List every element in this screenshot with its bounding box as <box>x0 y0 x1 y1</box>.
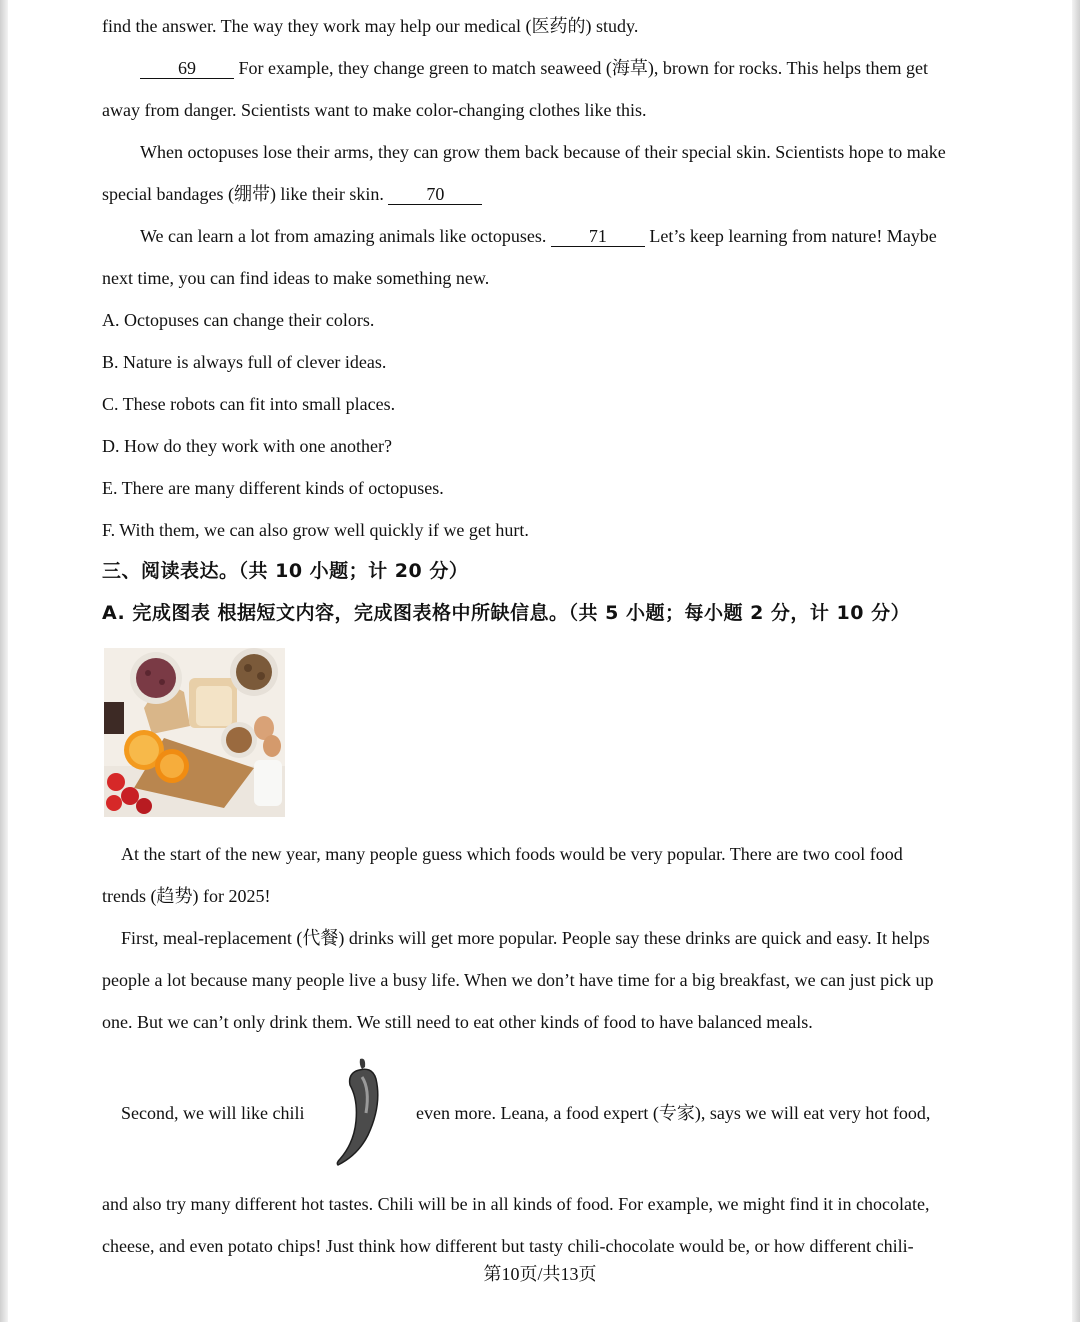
food-photo-illustration <box>104 648 285 817</box>
text-line-blank-70 <box>102 182 482 206</box>
text-segment: Let’s keep learning from nature! Maybe <box>644 226 937 246</box>
text-segment: special bandages (绷带) like their skin. <box>102 184 389 204</box>
text-line: away from danger. Scientists want to make color-changing clothes like this. <box>102 100 647 120</box>
blank-69[interactable]: 69 <box>140 58 234 79</box>
option-a: A. Octopuses can change their colors. <box>102 310 375 330</box>
option-f: F. With them, we can also grow well quickly if we get hurt. <box>102 520 529 540</box>
page-number: 第10页/共13页 <box>483 1264 597 1284</box>
passage-line: people a lot because many people live a busy life. When we don’t have time for a big breakfast, we can just pick up <box>102 970 934 990</box>
passage-line: one. But we can’t only drink them. We still need to eat other kinds of food to have balanced meals. <box>102 1012 813 1032</box>
passage-line: First, meal-replacement (代餐) drinks will get more popular. People say these drinks are quick and easy. It helps <box>121 928 930 948</box>
option-e: E. There are many different kinds of octopuses. <box>102 478 444 498</box>
page-edge-right <box>1072 0 1080 1322</box>
passage-line: even more. Leana, a food expert (专家), says we will eat very hot food, <box>416 1103 931 1123</box>
passage-line: and also try many different hot tastes. Chili will be in all kinds of food. For example, we might find it in chocolate, <box>102 1194 930 1214</box>
passage-line: Second, we will like chili <box>121 1103 305 1123</box>
passage-line: At the start of the new year, many people guess which foods would be very popular. There are two cool food <box>121 844 903 864</box>
passage-line: cheese, and even potato chips! Just think how different but tasty chili-chocolate would be, or how different chili- <box>102 1236 914 1256</box>
text-line: When octopuses lose their arms, they can grow them back because of their special skin. Scientists hope to make <box>140 142 946 162</box>
passage-line: trends (趋势) for 2025! <box>102 886 271 906</box>
option-b: B. Nature is always full of clever ideas. <box>102 352 387 372</box>
option-c: C. These robots can fit into small places. <box>102 394 396 414</box>
text-line-blank-69 <box>140 56 928 80</box>
blank-71[interactable]: 71 <box>551 226 645 247</box>
text-line-blank-71 <box>140 224 937 248</box>
text-line: next time, you can find ideas to make something new. <box>102 268 490 288</box>
text-segment: For example, they change green to match seaweed (海草), brown for rocks. This helps them get <box>234 58 928 78</box>
food-photo <box>104 648 285 817</box>
page-edge-left <box>0 0 8 1322</box>
text-segment: We can learn a lot from amazing animals like octopuses. <box>140 226 551 246</box>
option-d: D. How do they work with one another? <box>102 436 392 456</box>
section-sub-heading: A. 完成图表 根据短文内容，完成图表格中所缺信息。（共 5 小题；每小题 2 分，计 10 分） <box>102 602 911 624</box>
blank-70[interactable]: 70 <box>388 184 482 205</box>
chili-icon <box>332 1055 388 1169</box>
section-heading: 三、阅读表达。（共 10 小题；计 20 分） <box>102 560 469 582</box>
text-line: find the answer. The way they work may help our medical (医药的) study. <box>102 16 639 36</box>
